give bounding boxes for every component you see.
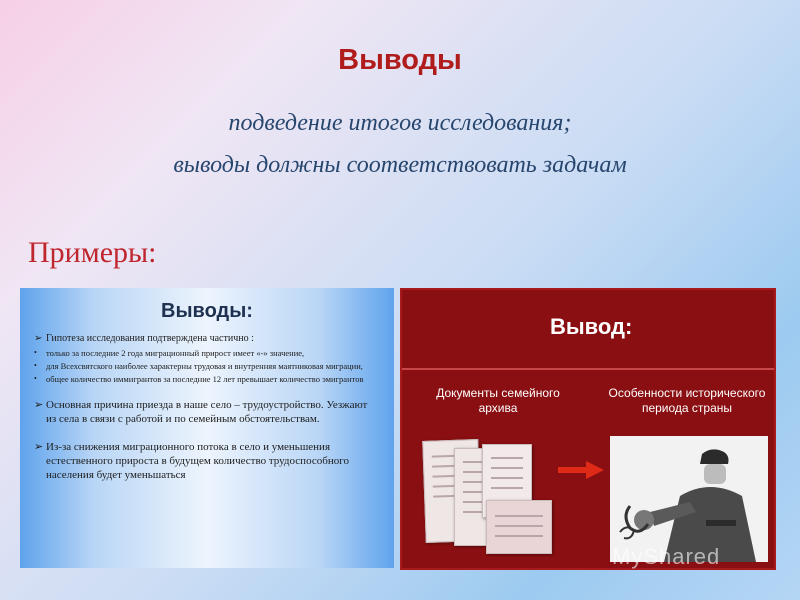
sub-bullet-1: • только за последние 2 года миграционный прирост имеет «-» значение,: [34, 348, 305, 358]
family-archive-label: Документы семейного архива: [436, 386, 560, 415]
bullet-hypothesis: ➢ Гипотеза исследования подтверждена частично :: [34, 333, 254, 344]
slide-title: Выводы: [338, 44, 462, 76]
subtitle-line-2: выводы должны соответствовать задачам: [173, 152, 627, 178]
left-panel-title: Выводы:: [161, 300, 253, 322]
conclusions-panel-left: [20, 288, 394, 568]
dot-bullet-icon: •: [34, 374, 37, 383]
bullet-forecast: ➢ Из-за снижения миграционного потока в село и уменьшения естественного прироста в будущем количество трудоспособного населения будет уменьшаться: [34, 441, 349, 481]
family-documents-image: [420, 440, 560, 558]
arrow-bullet-icon: ➢: [34, 441, 44, 453]
right-panel-header: [402, 290, 774, 370]
arrow-bullet-icon: ➢: [34, 399, 44, 411]
dot-bullet-icon: •: [34, 361, 37, 370]
sub-bullet-2: • для Всехсвятского наиболее характерны трудовая и внутренняя маятниковая миграции,: [34, 361, 363, 371]
subtitle-line-1: подведение итогов исследования;: [228, 110, 572, 136]
right-panel-title: Вывод:: [550, 314, 633, 339]
sub-bullet-3: • общее количество иммигрантов за последние 12 лет превышает количество эмигрантов: [34, 374, 364, 384]
watermark: MyShared: [612, 544, 721, 569]
arrow-right-icon: [558, 460, 604, 480]
arrow-bullet-icon: ➢: [34, 333, 43, 344]
conclusion-panel-right: [400, 288, 776, 570]
historical-period-label: Особенности исторического периода страны: [608, 386, 766, 415]
bullet-reason: ➢ Основная причина приезда в наше село – трудоустройство. Уезжают из села в связи с работой и по семейным обстоятельствам.: [34, 399, 368, 425]
examples-label: Примеры:: [28, 236, 157, 269]
dot-bullet-icon: •: [34, 348, 37, 357]
